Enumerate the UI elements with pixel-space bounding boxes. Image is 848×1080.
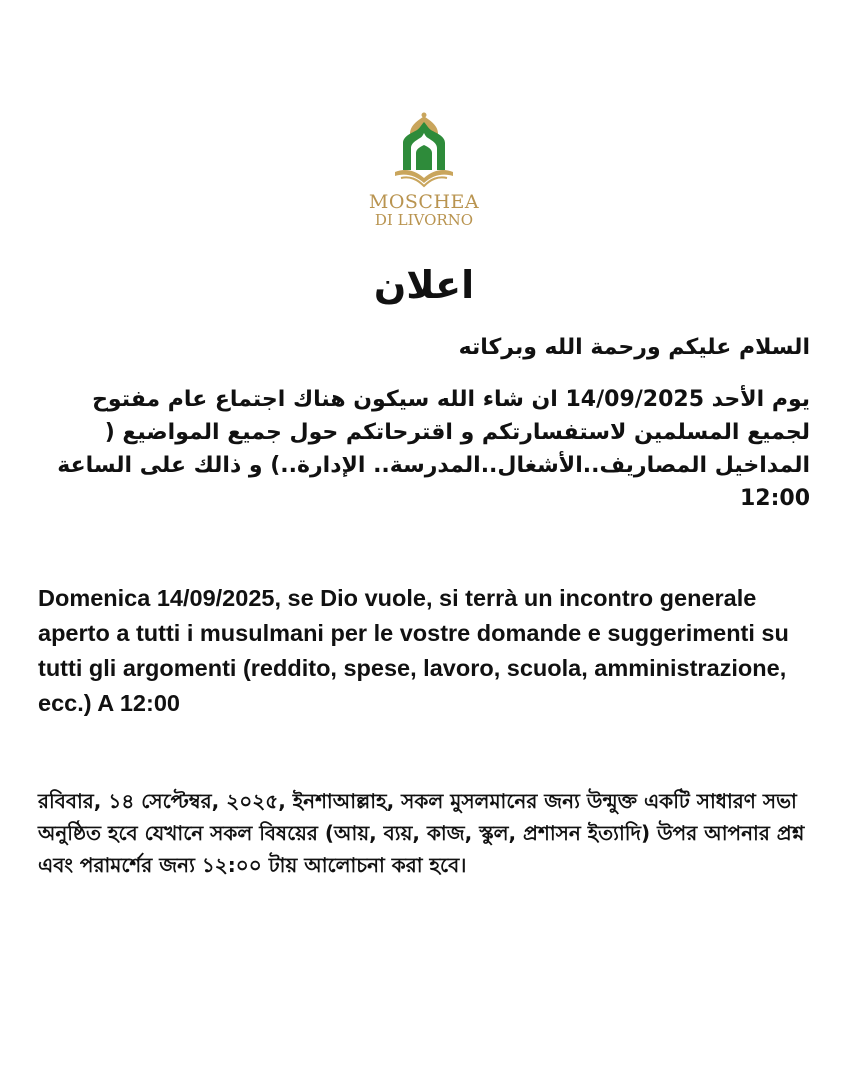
mosque-logo bbox=[364, 112, 484, 238]
arabic-announcement-text: يوم الأحد 14/09/2025 ان شاء الله سيكون هناك اجتماع عام مفتوح لجميع المسلمين لاستفسارتكم و اقترحاتكم حول جميع المواضيع ( المداخيل المصاريف..الأشغال..المدرسة.. الإدارة..) و ذالك على الساعة 12:00 bbox=[57, 387, 810, 511]
italian-announcement-text: Domenica 14/09/2025, se Dio vuole, si terrà un incontro generale aperto a tutti i musulmani per le vostre domande e suggerimenti su tutti gli argomenti (reddito, spese, lavoro, scuola, amministrazione, ecc.) A 12:00 bbox=[38, 585, 789, 716]
announcement-title: اعلان bbox=[373, 263, 475, 307]
arabic-greeting: السلام عليكم ورحمة الله وبركاته bbox=[458, 335, 810, 360]
mosque-icon bbox=[389, 112, 459, 188]
bengali-announcement-text: রবিবার, ১৪ সেপ্টেম্বর, ২০২৫, ইনশাআল্লাহ, সকল মুসলমানের জন্য উন্মুক্ত একটি সাধারণ সভা অনুষ্ঠিত হবে যেখানে সকল বিষয়ের (আয়, ব্যয়, কাজ, স্কুল, প্রশাসন ইত্যাদি) উপর আপনার প্রশ্ন এবং পরামর্শের জন্য ১২:০০ টায় আলোচনা করা হবে। bbox=[38, 789, 805, 877]
logo-text-moschea: MOSCHEA bbox=[368, 191, 480, 213]
logo-text-di-livorno: DI LIVORNO bbox=[374, 211, 474, 229]
